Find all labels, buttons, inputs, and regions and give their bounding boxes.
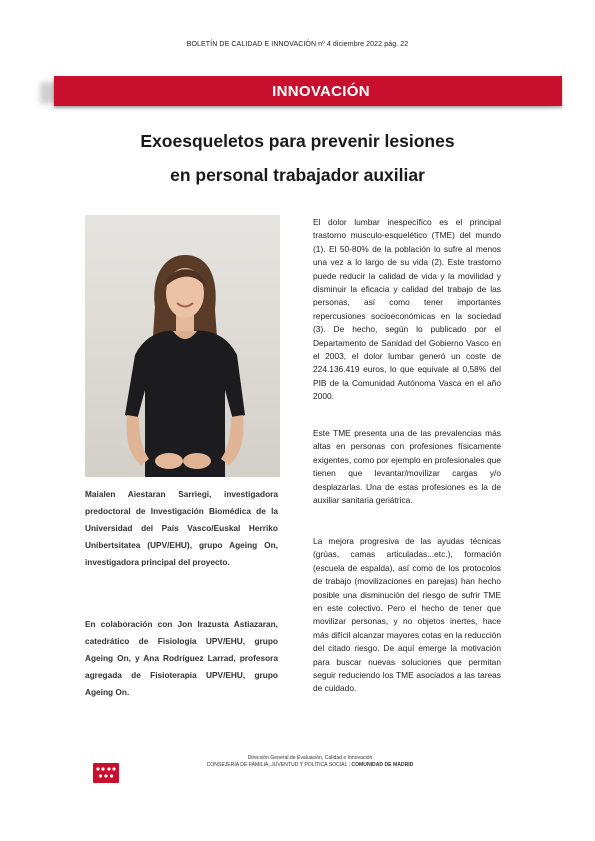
- section-label: INNOVACIÓN: [272, 82, 370, 100]
- footer-line-2: [150, 762, 470, 769]
- page-footer: [150, 755, 470, 769]
- footer-department: CONSEJERÍA DE FAMILIA, JUVENTUD Y POLÍTICA SOCIAL: [206, 762, 348, 768]
- body-paragraph-1: El dolor lumbar inespecífico es el principal trastorno musculo-esquelético (TME) del mundo (1). El 50-80% de la población lo sufre al menos una vez a lo largo de su vida (2). Este trastorno puede reducir la calidad de vida y la movilidad y disminuir la eficacia y calidad del trabajo de las personas, así como tener importantes repercusiones socioeconómicas en la sociedad (3). De hecho, según lo publicado por el Departamento de Sanidad del Gobierno Vasco en el 2003, el dolor lumbar generó un coste de 224.136.419 euros, lo que equivale al 0,58% del PIB de la Comunidad Autónoma Vasca en el año 2000.: [313, 217, 501, 402]
- comunidad-de-madrid-stars-logo-icon: [93, 763, 119, 783]
- footer-separator: |: [348, 762, 352, 768]
- body-paragraph-2: Este TME presenta una de las prevalencias más altas en personas con profesiones físicamente exigentes, como por ejemplo en profesionales que tienen que levantar/movilizar cargas y/o desplazarlas. Una de estas profesiones es la de auxiliar sanitaria geriátrica.: [313, 428, 501, 506]
- article-title: [0, 124, 595, 192]
- author-photo-illustration: [85, 215, 280, 477]
- footer-brand: COMUNIDAD DE MADRID: [351, 762, 414, 768]
- body-paragraph-3: La mejora progresiva de las ayudas técnicas (grúas, camas articuladas...etc.), formación (escuela de espalda), así como de los protocolos de trabajo (movilizaciones en parejas) han hecho posible una disminución del riesgo de sufrir TME en este colectivo. Pero el hecho de tener que movilizar personas, y no objetos inertes, hace más difícil alcanzar mayores cotas en la reducción del citado riesgo. De aquí emerge la motivación para buscar nuevas soluciones que permitan seguir reduciendo los TME asociados a las tareas de cuidado.: [313, 536, 501, 694]
- footer-line-1: Dirección General de Evaluación, Calidad e Innovación: [247, 755, 373, 761]
- collaborators-caption: En colaboración con Jon Irazusta Astiazaran, catedrático de Fisiología UPV/EHU, grupo Ageing On, y Ana Rodríguez Larrad, profesora agregada de Fisioterapia UPV/EHU, grupo Ageing On.: [85, 619, 278, 697]
- author-photo: [85, 215, 280, 477]
- author-caption: Maialen Aiestaran Sarriegi, investigadora predoctoral de Investigación Biomédica de la Universidad del País Vasco/Euskal Herriko Unibertsitatea (UPV/EHU), grupo Ageing On, investigadora principal del proyecto.: [85, 489, 278, 567]
- stars-icon: [93, 763, 119, 783]
- page-header: BOLETÍN DE CALIDAD E INNOVACIÓN nº 4 diciembre 2022 pág. 22: [186, 41, 409, 48]
- title-line-2: en personal trabajador auxiliar: [170, 165, 425, 185]
- section-banner: [54, 76, 562, 106]
- title-line-1: Exoesqueletos para prevenir lesiones: [140, 131, 455, 151]
